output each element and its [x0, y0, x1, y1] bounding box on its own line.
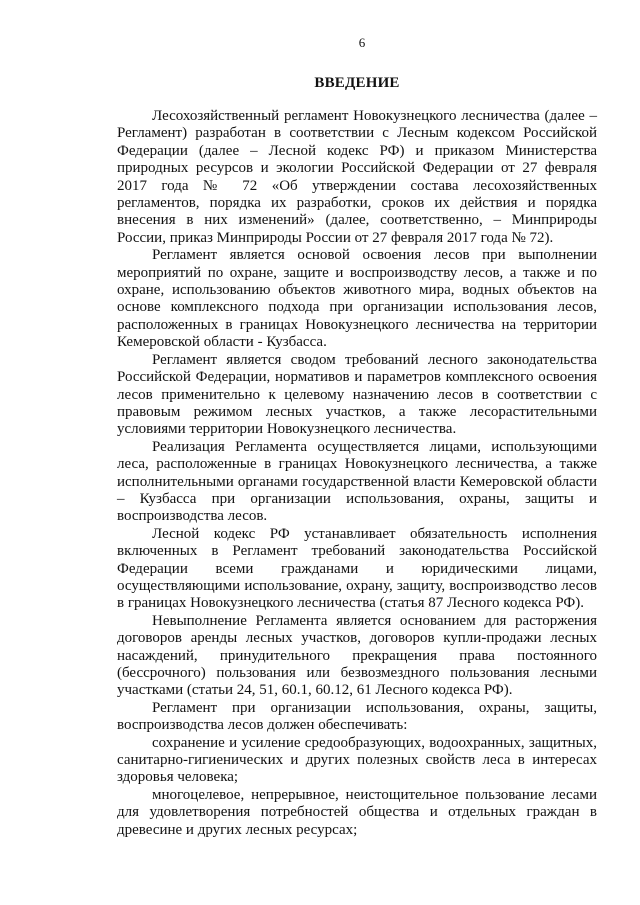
paragraph-4: Реализация Регламента осуществляется лицами, использующими леса, расположенные в границах Новокузнецкого лесничества, а также исполнительными органами государственной власти Кемеровской области – Кузбасса при организации использования, охраны, защиты и воспроизводства лесов. — [117, 438, 597, 525]
paragraph-1: Лесохозяйственный регламент Новокузнецкого лесничества (далее – Регламент) разработан в соответствии с Лесным кодексом Российской Федерации (далее – Лесной кодекс РФ) и приказом Министерства природных ресурсов и экологии Российской Федерации от 27 февраля 2017 года № 72 «Об утверждении состава лесохозяйственных регламентов, порядка их разработки, сроков их действия и порядка внесения в них изменений» (далее, соответственно, – Минприроды России, приказ Минприроды России от 27 февраля 2017 года № 72). — [117, 108, 597, 246]
paragraph-6: Невыполнение Регламента является основанием для расторжения договоров аренды лесных участков, договоров купли-продажи лесных насаждений, принудительного прекращения права постоянного (бессрочного) пользования или безвозмездного пользования лесными участками (статьи 24, 51, 60.1, 60.12, 61 Лесного кодекса РФ). — [117, 612, 597, 699]
paragraph-8: сохранение и усиление средообразующих, водоохранных, защитных, санитарно-гигиенических и других полезных свойств леса в интересах здоровья человека; — [117, 734, 597, 786]
paragraph-3: Регламент является сводом требований лесного законодательства Российской Федерации, нормативов и параметров комплексного освоения лесов применительно к целевому назначению лесов в соответствии с правовым режимом лесных участков, а также лесорастительными условиями территории Новокузнецкого лесничества. — [117, 351, 597, 438]
paragraph-9: многоцелевое, непрерывное, неистощительное пользование лесами для удовлетворения потребностей общества и отдельных граждан в древесине и других лесных ресурсах; — [117, 786, 597, 838]
section-heading: ВВЕДЕНИЕ — [314, 75, 400, 91]
page-number: 6 — [358, 35, 366, 50]
paragraph-7: Регламент при организации использования, охраны, защиты, воспроизводства лесов должен обеспечивать: — [117, 699, 597, 734]
paragraph-5: Лесной кодекс РФ устанавливает обязательность исполнения включенных в Регламент требований законодательства Российской Федерации всеми гражданами и юридическими лицами, осуществляющими использование, охрану, защиту, воспроизводство лесов в границах Новокузнецкого лесничества (статья 87 Лесного кодекса РФ). — [117, 525, 597, 612]
paragraph-2: Регламент является основой освоения лесов при выполнении мероприятий по охране, защите и воспроизводству лесов, а также и по охране, использованию объектов животного мира, водных объектов на основе комплексного подхода при организации использования лесов, расположенных в границах Новокузнецкого лесничества на территории Кемеровской области - Кузбасса. — [117, 247, 597, 351]
